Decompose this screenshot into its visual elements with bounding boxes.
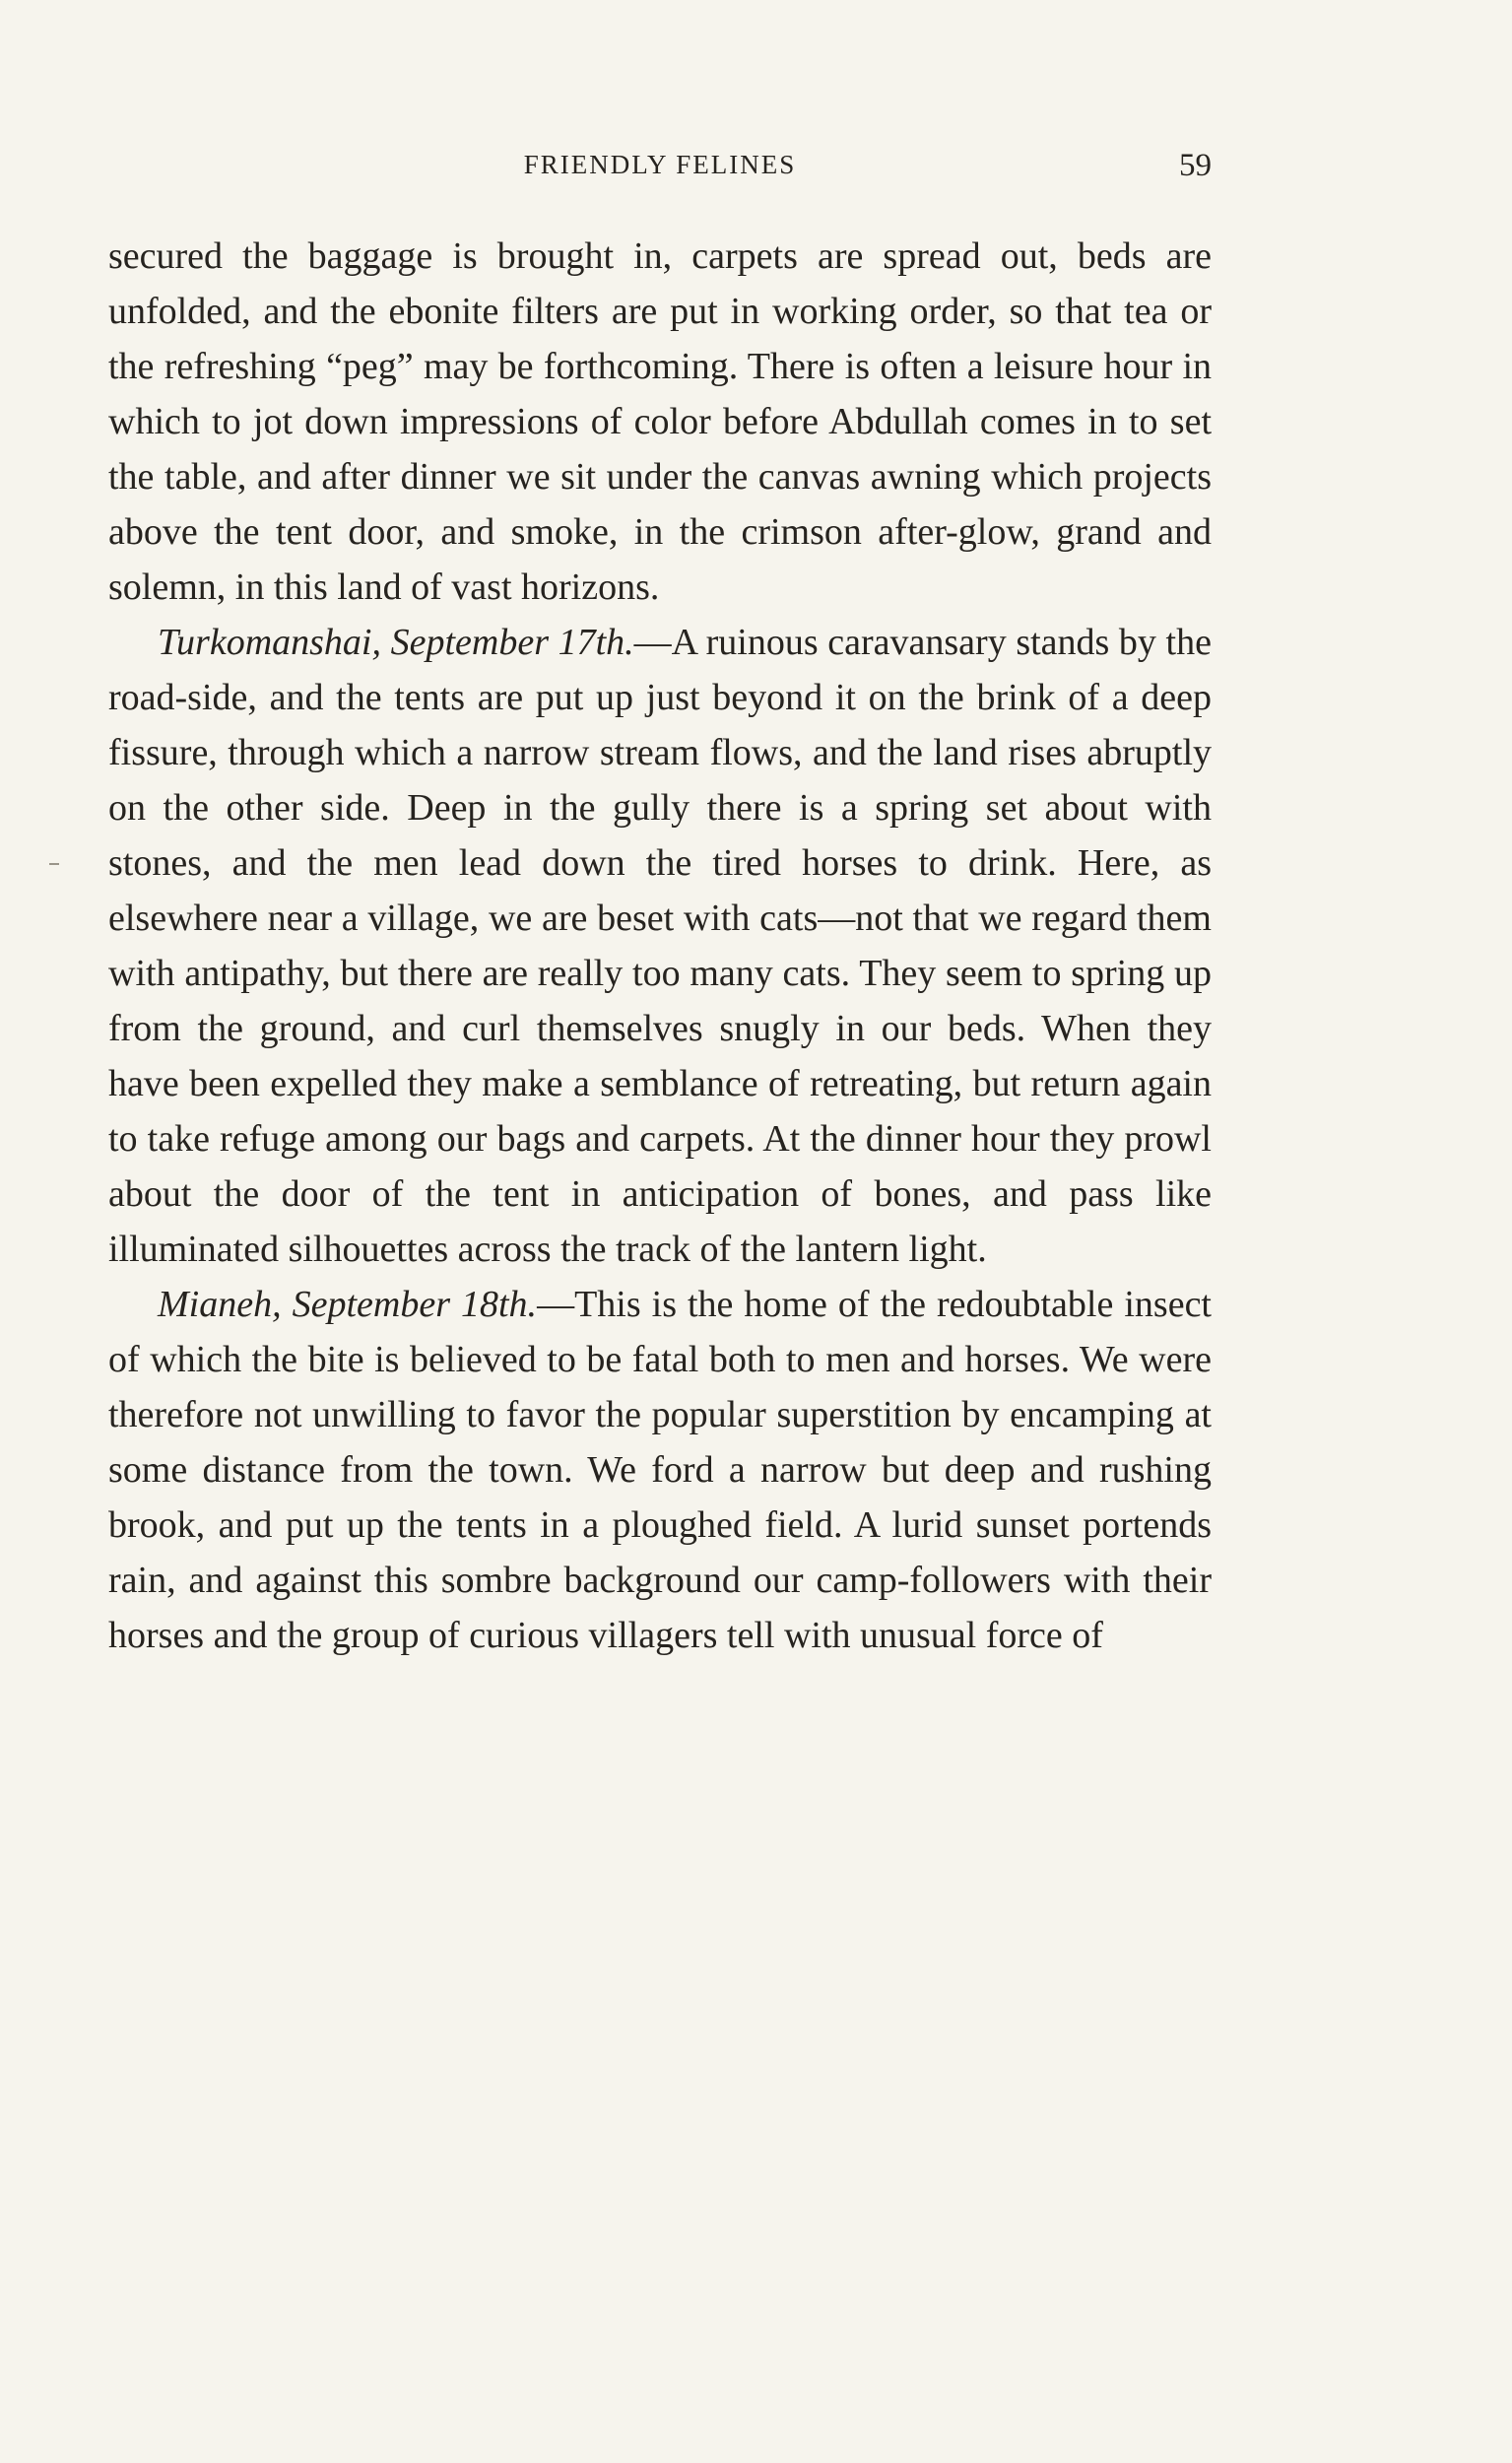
paragraph-3 (108, 1277, 1212, 1663)
paragraph-1-text: secured the baggage is brought in, carpets are spread out, beds are unfolded, and the ebonite filters are put in working order, so that tea or the refreshing “peg” may be forthcoming. There is often a leisure hour in which to jot down impressions of color before Abdullah comes in to set the table, and after dinner we sit under the canvas awning which projects above the tent door, and smoke, in the crimson after-glow, grand and solemn, in this land of vast horizons. (108, 235, 1212, 608)
dateline-mianeh: Mianeh, September 18th. (158, 1284, 538, 1325)
dateline-turkomanshai: Turkomanshai, September 17th. (158, 622, 634, 663)
running-head (108, 148, 1212, 187)
body-text (108, 229, 1212, 1663)
paragraph-3-text: —This is the home of the redoubtable insect of which the bite is believed to be fatal both to men and horses. We were therefore not unwilling to favor the popular superstition by encamping at some distance from the town. We ford a narrow but deep and rushing brook, and put up the tents in a ploughed field. A lurid sunset portends rain, and against this sombre background our camp-followers with their horses and the group of curious villagers tell with unusual force of (108, 1284, 1212, 1656)
paragraph-2-text: —A ruinous caravansary stands by the road-side, and the tents are put up just beyond it on the brink of a deep fissure, through which a narrow stream flows, and the land rises abruptly on the other side. Deep in the gully there is a spring set about with stones, and the men lead down the tired horses to drink. Here, as elsewhere near a village, we are beset with cats—not that we regard them with antipathy, but there are really too many cats. They seem to spring up from the ground, and curl themselves snugly in our beds. When they have been expelled they make a semblance of retreating, but return again to take refuge among our bags and carpets. At the dinner hour they prowl about the door of the tent in anticipation of bones, and pass like illuminated silhouettes across the track of the lantern light. (108, 622, 1212, 1270)
margin-mark (49, 863, 59, 865)
paragraph-2 (108, 615, 1212, 1277)
paragraph-1 (108, 229, 1212, 615)
running-title: FRIENDLY FELINES (523, 150, 797, 179)
page-number: 59 (1179, 148, 1212, 183)
